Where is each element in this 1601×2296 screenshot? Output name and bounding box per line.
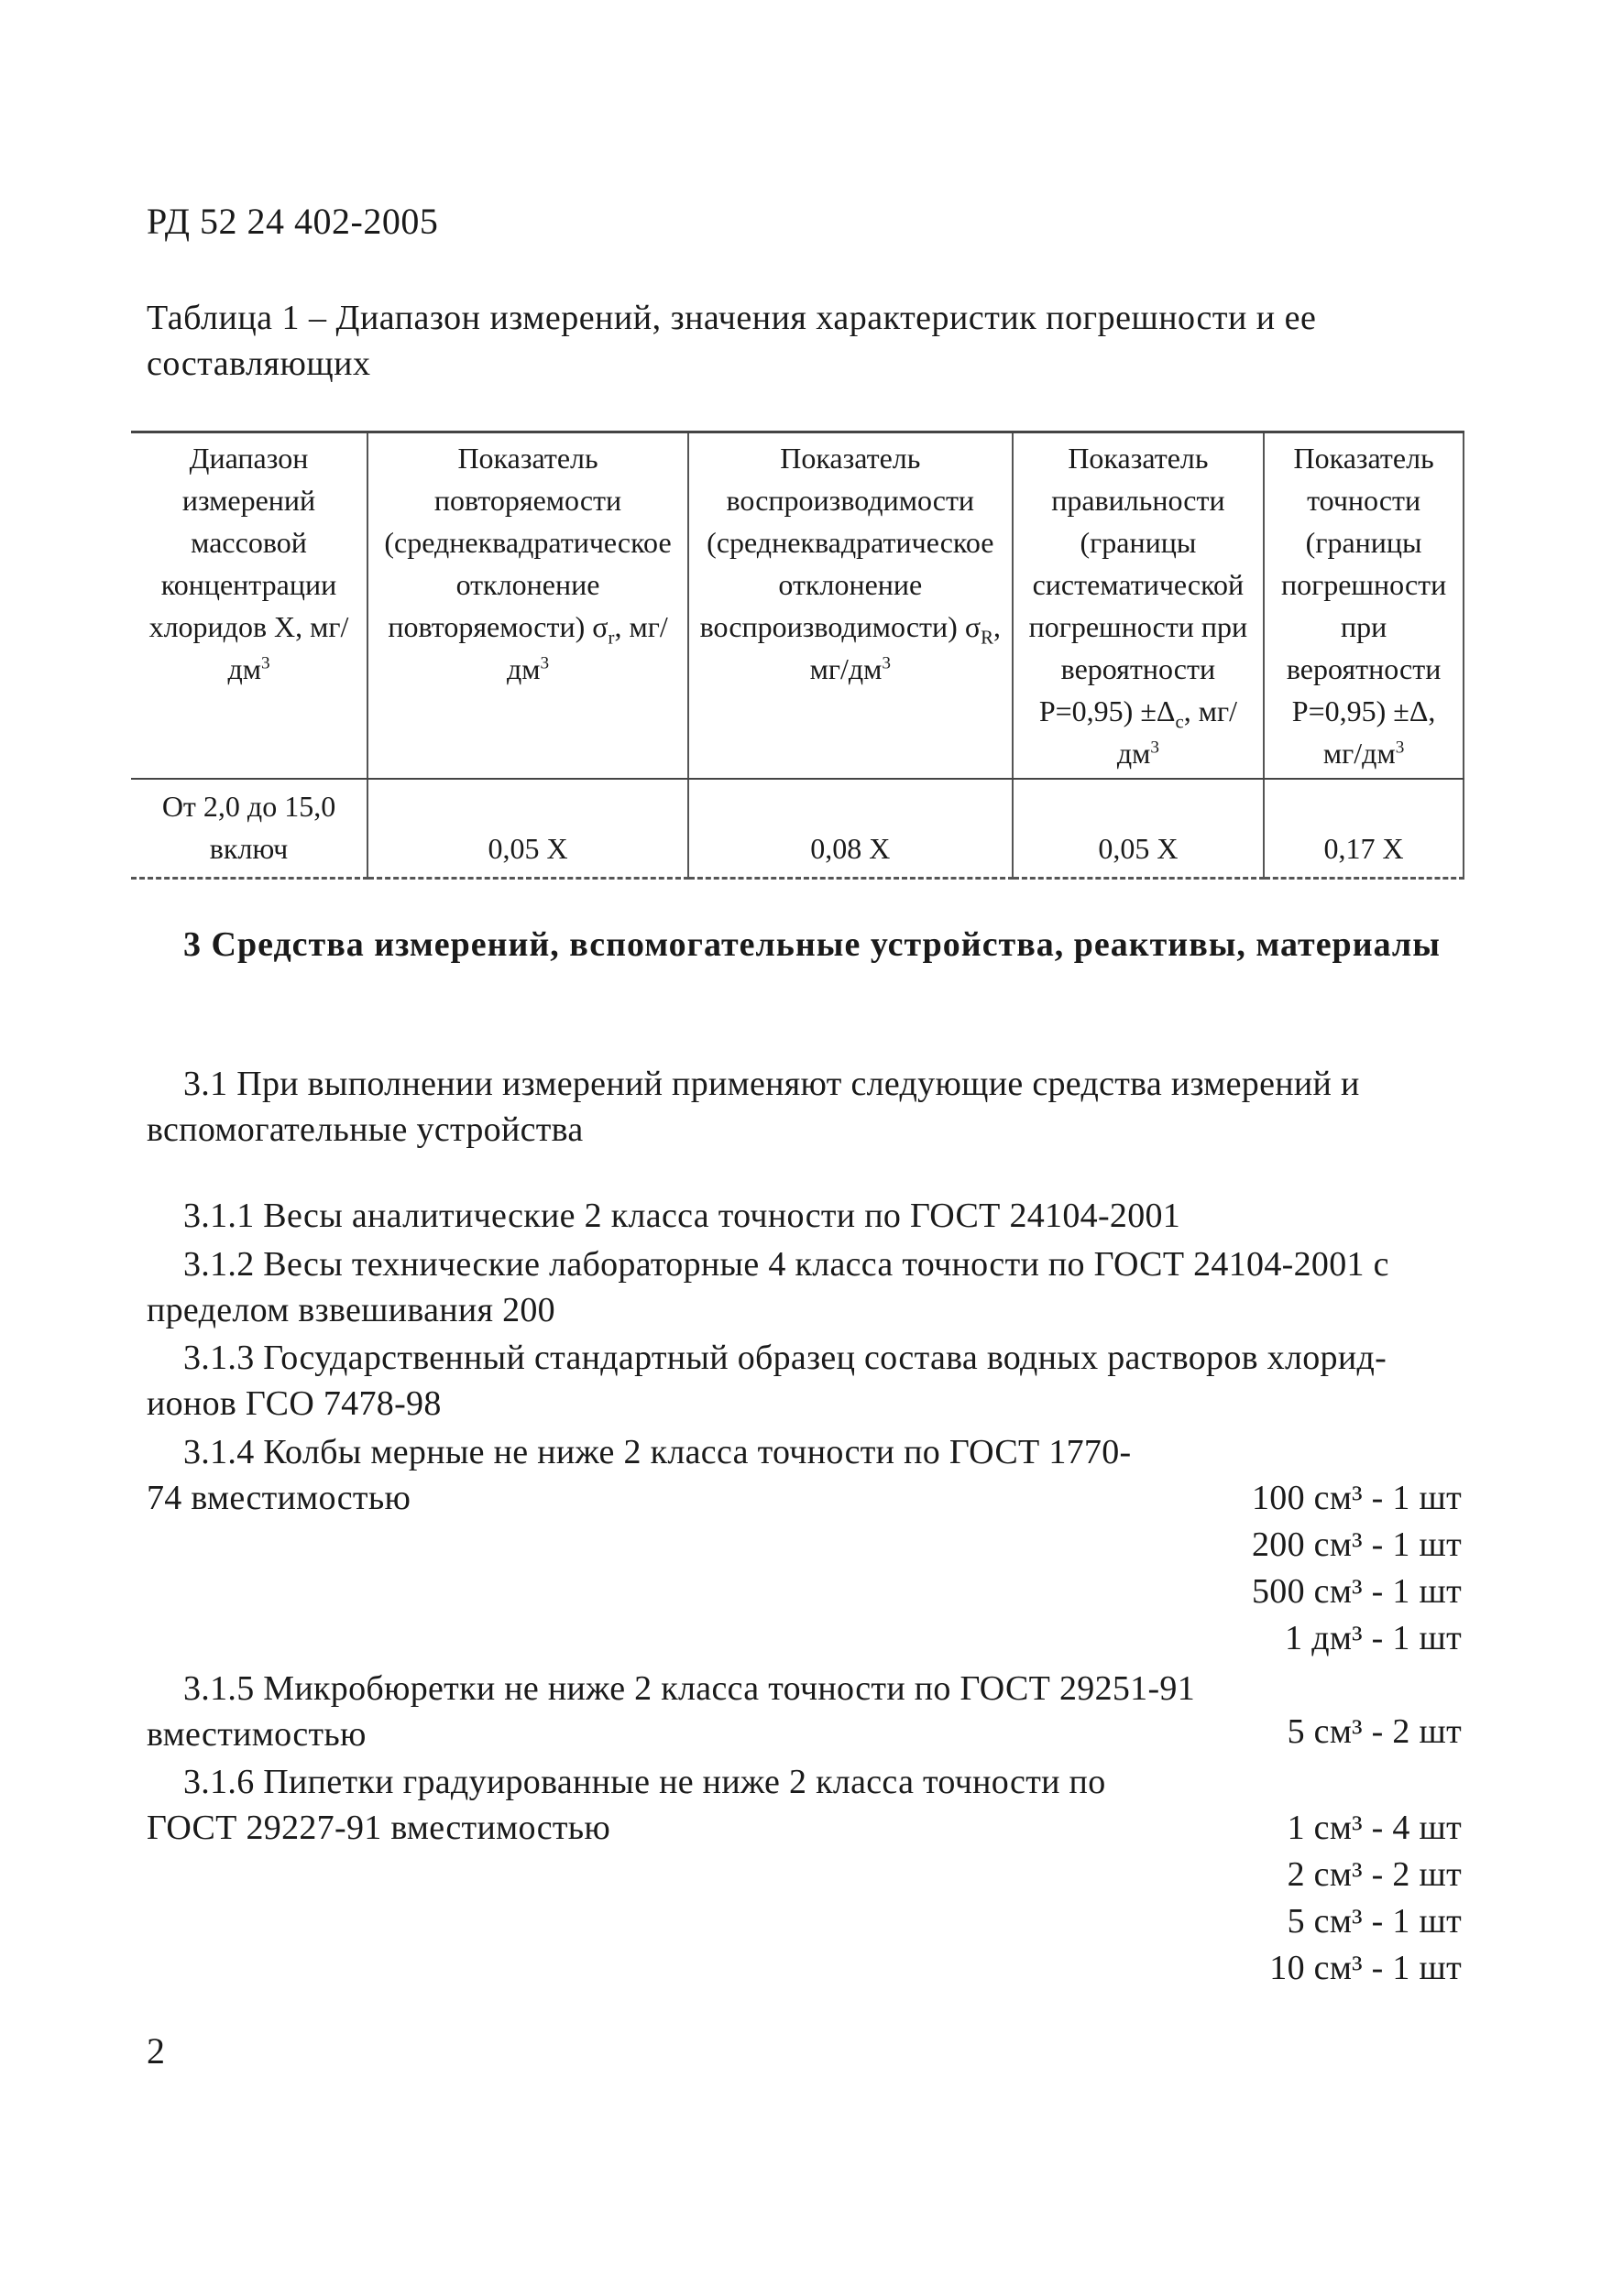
table-caption: Таблица 1 – Диапазон измерений, значения характеристик погрешности и ее составляющих [147, 299, 1317, 383]
item-3-1-1: 3.1.1 Весы аналитические 2 класса точности по ГОСТ 24104-2001 [183, 1197, 1181, 1235]
table-header-row [131, 432, 1464, 780]
header-repeatability: Показатель повторяемости (среднеквадратическое отклонение повторяемости) $\sigma_r$, $мг/дм^3$ [367, 432, 688, 780]
qty-line: 1 см³ - 4 шт [1287, 1809, 1462, 1847]
page-number: 2 [147, 2030, 165, 2072]
paragraph-3-1: 3.1 При выполнении измерений применяют следующие средства измерений и вспомогательные устройства [147, 1065, 1360, 1149]
cell-reproducibility: 0,08 X [688, 779, 1013, 879]
header-range: Диапазон измерений массовой концентрации хлоридов X, $мг/дм^3$ [131, 432, 367, 780]
section-heading: 3 Средства измерений, вспомогательные устройства, реактивы, материалы [183, 925, 1441, 964]
item-3-1-2: 3.1.2 Весы технические лабораторные 4 класса точности по ГОСТ 24104-2001 с пределом взвешивания 200 [147, 1245, 1389, 1329]
qty-line: 500 см³ - 1 шт [1251, 1572, 1462, 1611]
item-3-1-4: 3.1.4 Колбы мерные не ниже 2 класса точности по ГОСТ 1770-74 вместимостью [147, 1433, 1132, 1517]
qty-line: 1 дм³ - 1 шт [1285, 1619, 1462, 1657]
header-accuracy: Показатель точности (границы погрешности при вероятности P=0,95) ±Δ, $мг/дм^3$ [1264, 432, 1464, 780]
qty-line: 5 см³ - 1 шт [1287, 1902, 1462, 1941]
item-3-1-5: 3.1.5 Микробюретки не ниже 2 класса точности по ГОСТ 29251-91 вместимостью [147, 1669, 1196, 1754]
header-reproducibility: Показатель воспроизводимости (среднеквадратическое отклонение воспроизводимости) $\sigma_R$, $мг/дм^3$ [688, 432, 1013, 780]
document-code: РД 52 24 402-2005 [147, 201, 439, 242]
item-3-1-3: 3.1.3 Государственный стандартный образец состава водных растворов хлорид-ионов ГСО 7478-98 [147, 1339, 1387, 1423]
item-3-1-5-quantity: 5 см³ - 2 шт [1287, 1712, 1462, 1751]
qty-line: 200 см³ - 1 шт [1251, 1525, 1462, 1564]
cell-range: От 2,0 до 15,0 включ [131, 779, 367, 879]
table-row [131, 779, 1464, 879]
qty-line: 2 см³ - 2 шт [1287, 1855, 1462, 1894]
cell-accuracy: 0,17 X [1264, 779, 1464, 879]
cell-trueness: 0,05 X [1013, 779, 1265, 879]
cell-repeatability: 0,05 X [367, 779, 688, 879]
qty-line: 10 см³ - 1 шт [1269, 1949, 1462, 1987]
header-trueness: Показатель правильности (границы систематической погрешности при вероятности $P=0,95) \pm\Delta_c$, $мг/дм^3$ [1013, 432, 1265, 780]
item-3-1-6-quantities [1269, 1805, 1462, 1992]
item-3-1-6: 3.1.6 Пипетки градуированные не ниже 2 класса точности по ГОСТ 29227-91 вместимостью [147, 1763, 1106, 1847]
item-3-1-4-quantities [1252, 1475, 1462, 1662]
measurement-table [131, 431, 1464, 880]
qty-line: 100 см³ - 1 шт [1251, 1479, 1462, 1517]
